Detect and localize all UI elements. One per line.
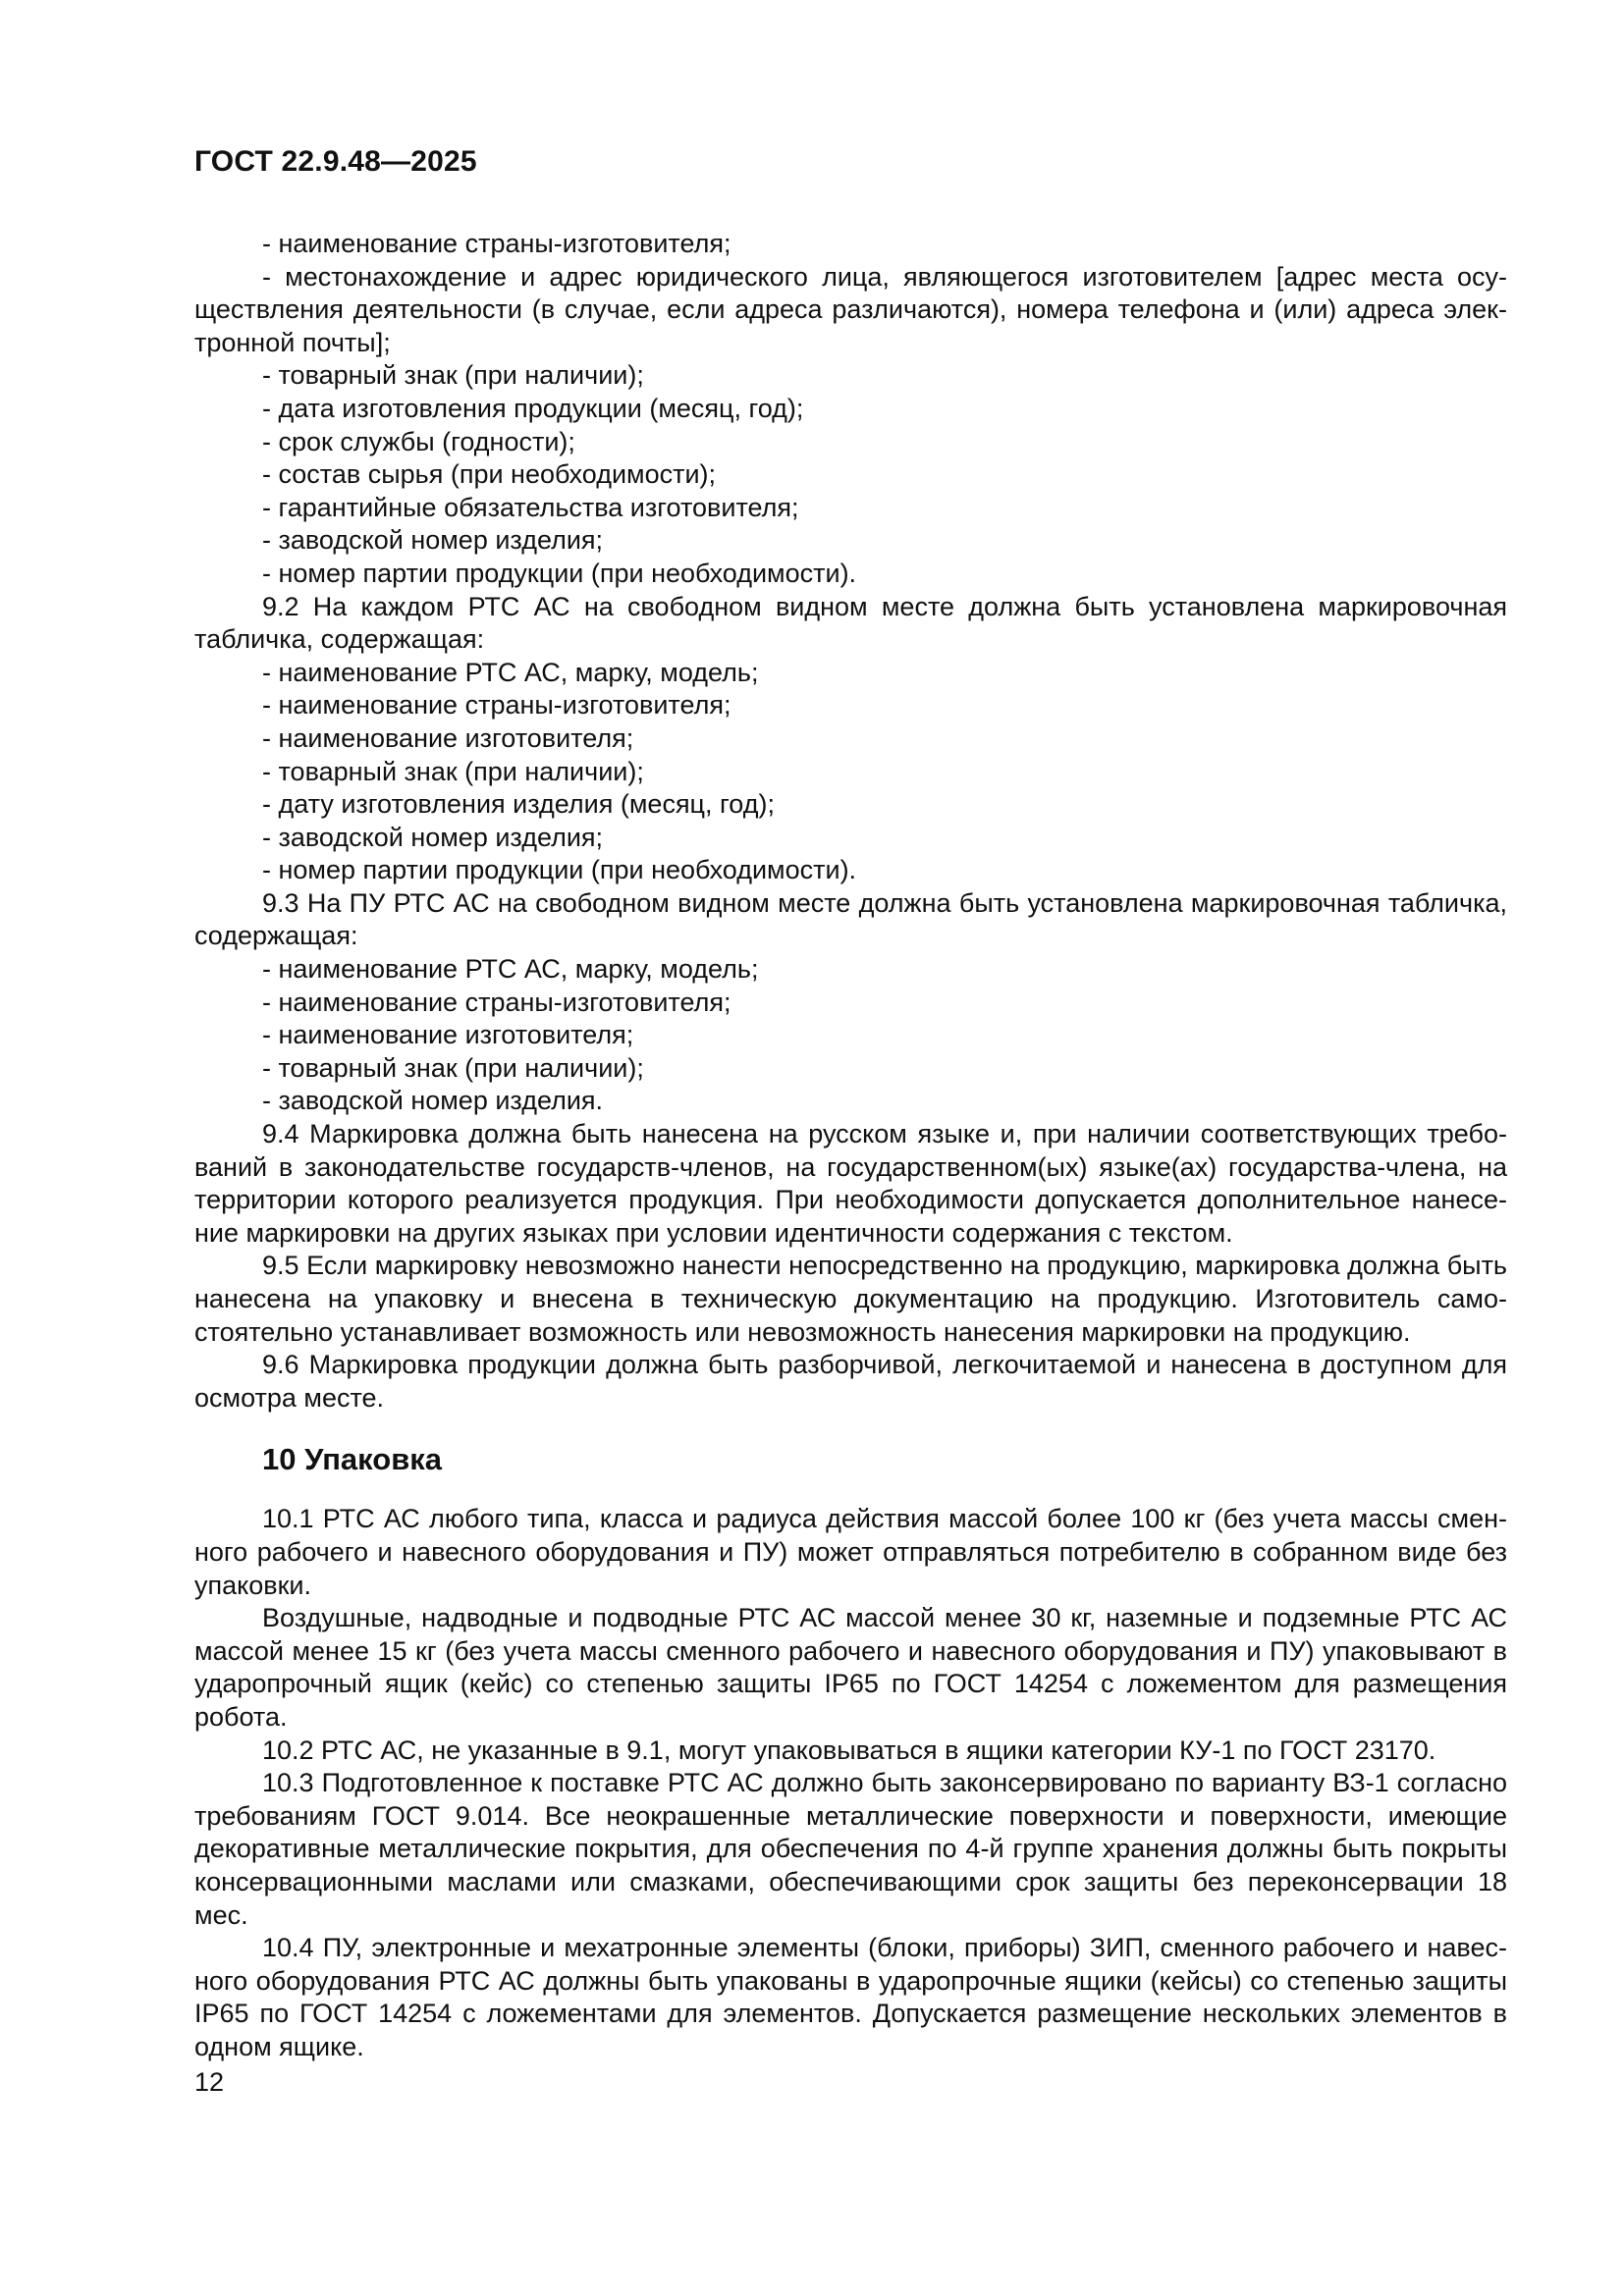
section-heading: 10 Упаковка: [262, 1442, 443, 1477]
body-paragraph: 9.4 Маркировка должна быть нанесена на русском языке и, при наличии соответствующих требований в законодательстве государств-членов, на государственном(ых) языке(ах) государства-члена, на территории которого реализуется продукция. При необходимости допускается дополнительное нанесение маркировки на других языках при условии идентичности содержания с текстом.: [194, 1119, 1507, 1248]
list-item: - товарный знак (при наличии);: [262, 360, 644, 391]
body-paragraph: 9.6 Маркировка продукции должна быть разборчивой, легкочитаемой и нанесена в доступном для осмотра месте.: [194, 1350, 1507, 1413]
list-item: - наименование изготовителя;: [262, 722, 634, 753]
body-paragraph: 9.2 На каждом РТС АС на свободном видном месте должна быть установлена маркировочная табличка, содержащая:: [194, 591, 1507, 655]
body-paragraph: 10.1 РТС АС любого типа, класса и радиуса действия массой более 100 кг (без учета массы сменного рабочего и навесного оборудования и ПУ) может отправляться потребителю в собранном виде без упаковки.: [194, 1504, 1507, 1600]
list-item: - наименование изготовителя;: [262, 1020, 634, 1050]
list-item: - товарный знак (при наличии);: [262, 1052, 644, 1083]
document-body: [194, 228, 1507, 2063]
body-paragraph: 9.5 Если маркировку невозможно нанести непосредственно на продукцию, маркировка должна быть нанесена на упаковку и внесена в техническую документацию на продукцию. Изготовитель самостоятельно устанавливает возможность или невозможность нанесения маркировки на продукцию.: [194, 1251, 1507, 1347]
list-item: - номер партии продукции (при необходимости).: [262, 558, 857, 588]
list-item: - товарный знак (при наличии);: [262, 756, 644, 786]
body-paragraph: Воздушные, надводные и подводные РТС АС массой менее 30 кг, наземные и подземные РТС АС массой менее 15 кг (без учета массы сменного рабочего и навесного оборудования и ПУ) упаковывают в ударопрочный ящик (кейс) со степенью защиты IP65 по ГОСТ 14254 с ложементом для размещения робота.: [194, 1603, 1507, 1732]
list-item: - дата изготовления продукции (месяц, год);: [262, 393, 804, 423]
list-item: - номер партии продукции (при необходимости).: [262, 855, 857, 885]
list-item: - дату изготовления изделия (месяц, год);: [262, 789, 775, 820]
list-item: - гарантийные обязательства изготовителя;: [262, 492, 799, 522]
running-header: ГОСТ 22.9.48—2025: [194, 145, 477, 178]
list-item: - состав сырья (при необходимости);: [262, 459, 717, 490]
list-item: - заводской номер изделия.: [262, 1086, 604, 1116]
list-item: - заводской номер изделия;: [262, 822, 604, 852]
list-item: - наименование РТС АС, марку, модель;: [262, 954, 759, 985]
list-item: - наименование страны-изготовителя;: [262, 690, 731, 721]
page-number: 12: [194, 2067, 225, 2097]
body-paragraph: 10.3 Подготовленное к поставке РТС АС должно быть законсервировано по варианту ВЗ-1 согласно требованиям ГОСТ 9.014. Все неокрашенные металлические поверхности и поверхности, имеющие декоративные металлические покрытия, для обеспечения по 4-й группе хранения должны быть покрыты консервационными маслами или смазками, обеспечивающими срок защиты без переконсервации 18 мес.: [194, 1768, 1507, 1930]
body-paragraph: 9.3 На ПУ РТС АС на свободном видном месте должна быть установлена маркировочная табличка, содержащая:: [194, 887, 1507, 951]
list-item: - срок службы (годности);: [262, 426, 575, 456]
list-item: - наименование РТС АС, марку, модель;: [262, 657, 759, 687]
list-item: - заводской номер изделия;: [262, 525, 604, 556]
body-paragraph: 10.4 ПУ, электронные и мехатронные элементы (блоки, приборы) ЗИП, сменного рабочего и навесного оборудования РТС АС должны быть упакованы в ударопрочные ящики (кейсы) со степенью защиты IP65 по ГОСТ 14254 с ложементами для элементов. Допускается размещение нескольких элементов в одном ящике.: [194, 1933, 1507, 2061]
list-item: - наименование страны-изготовителя;: [262, 229, 731, 258]
list-item: - местонахождение и адрес юридического лица, являющегося изготовителем [адрес места осуществления деятельности (в случае, если адреса различаются), номера телефона и (или) адреса электронной почты];: [194, 261, 1507, 357]
body-paragraph: 10.2 РТС АС, не указанные в 9.1, могут упаковываться в ящики категории КУ-1 по ГОСТ 23170.: [262, 1735, 1436, 1765]
list-item: - наименование страны-изготовителя;: [262, 987, 731, 1017]
